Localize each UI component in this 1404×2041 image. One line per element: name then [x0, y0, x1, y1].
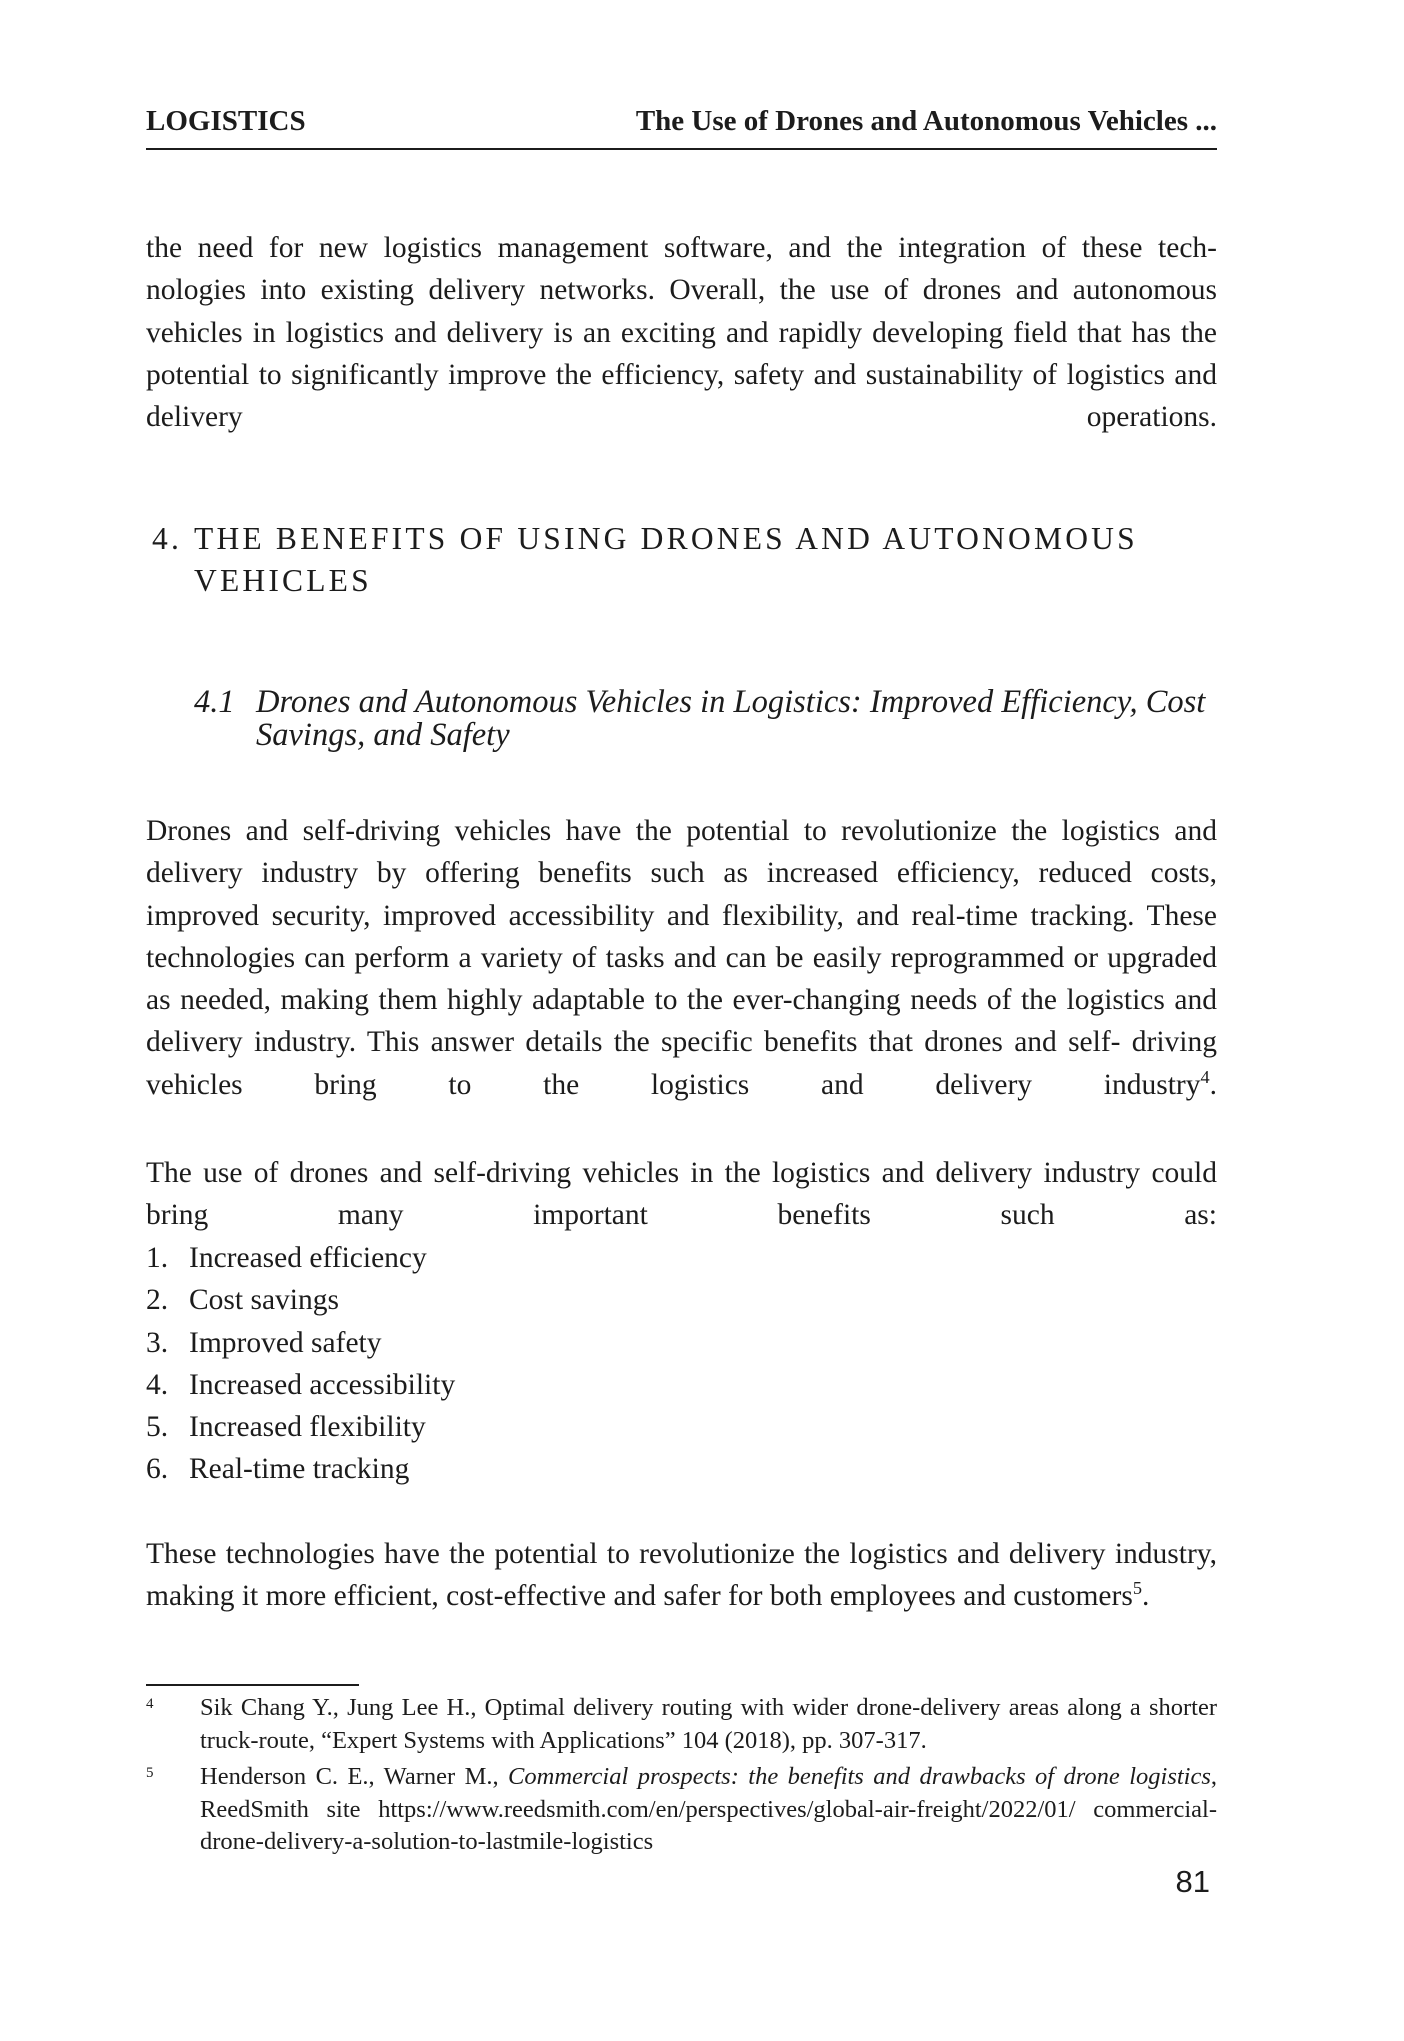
benefit-list [146, 1237, 1217, 1491]
running-header [146, 104, 1217, 139]
subsection-heading [194, 686, 1224, 752]
list-item-number: 5. [146, 1411, 169, 1444]
footnote-text: Sik Chang Y., Jung Lee H., Optimal delivery routing with wider drone-delivery areas along a shorter truck-route, “Expert Systems with Applications” 104 (2018), pp. 307-317. [200, 1694, 1217, 1754]
list-item-number: 6. [146, 1453, 169, 1486]
list-item-number: 4. [146, 1368, 169, 1401]
list-item-text: Increased flexibility [189, 1411, 426, 1444]
header-chapter-title: The Use of Drones and Autonomous Vehicles ... [635, 105, 1217, 137]
continuation-paragraph: the need for new logistics management software, and the integration of these tech-nologies into existing delivery networks. Overall, the use of drones and autonomous vehicles in logistics and delivery is an exciting and rapidly developing field that has the potential to significantly improve the efficiency, safety and sustainability of logistics and delivery operations. [146, 232, 1217, 434]
section-title: THE BENEFITS OF USING DRONES AND AUTONOMOUS VEHICLES [194, 521, 1138, 598]
footnote-ref-4[interactable]: 4 [1200, 1066, 1210, 1087]
list-item-number: 3. [146, 1326, 169, 1359]
closing-end: . [1141, 1580, 1150, 1613]
list-item [146, 1279, 1217, 1321]
footnote-title: Commercial prospects: the benefits and drawbacks of drone logistics [508, 1763, 1211, 1790]
footnote-authors: Henderson C. E., Warner M., [200, 1763, 509, 1790]
footnote-mark: 5 [146, 1765, 154, 1781]
footnote-text [200, 1761, 1217, 1859]
list-item [146, 1406, 1217, 1448]
section-number: 4. [152, 521, 183, 556]
list-item-text: Cost savings [189, 1284, 339, 1317]
section-heading [152, 518, 1217, 602]
footnote-mark: 4 [146, 1696, 154, 1712]
footnote-source: , ReedSmith site https://www.reedsmith.com/en/perspectives/global-air-freight/2022/01/ commercial-drone-delivery-a-solution-to-lastmile-logistics [200, 1763, 1217, 1855]
list-item [146, 1322, 1217, 1364]
list-item-text: Increased accessibility [189, 1368, 456, 1401]
header-rule [146, 148, 1217, 150]
book-page [146, 0, 1217, 2041]
closing-text: These technologies have the potential to revolutionize the logistics and delivery industry, making it more efficient, cost-effective and safer for both employees and customers [146, 1538, 1217, 1613]
list-item-text: Real-time tracking [189, 1453, 410, 1486]
subsection-number: 4.1 [194, 684, 235, 720]
list-item-number: 1. [146, 1242, 169, 1274]
subsection-title: Drones and Autonomous Vehicles in Logistics: Improved Efficiency, Cost Savings, and Safety [256, 684, 1206, 753]
list-item [146, 1448, 1217, 1490]
list-item-text: Improved safety [189, 1326, 382, 1359]
footnote-5 [146, 1761, 1217, 1859]
list-lead-paragraph: The use of drones and self-driving vehicles in the logistics and delivery industry could bring many important benefits such as: [146, 1157, 1217, 1232]
list-item [146, 1237, 1217, 1279]
intro-paragraph [146, 810, 1217, 1148]
page-number: 81 [1175, 1864, 1210, 1899]
intro-end: . [1209, 1068, 1217, 1101]
footnote-separator [146, 1684, 359, 1686]
closing-paragraph [146, 1533, 1217, 1618]
list-item-number: 2. [146, 1284, 169, 1317]
list-item [146, 1364, 1217, 1406]
intro-text: Drones and self-driving vehicles have the potential to revolutionize the logistics and delivery industry by offering benefits such as increased efficiency, reduced costs, improved security, improved accessibility and flexibility, and real-time tracking. These technologies can perform a variety of tasks and can be easily reprogrammed or upgraded as needed, making them highly adaptable to the ever-changing needs of the logistics and delivery industry. This answer details the specific benefits that drones and self- driving vehicles bring to the logistics and delivery industry [146, 815, 1217, 1101]
header-section-label: LOGISTICS [146, 105, 306, 137]
footnote-4 [146, 1692, 1217, 1757]
footnote-ref-5[interactable]: 5 [1132, 1578, 1142, 1599]
list-item-text: Increased efficiency [189, 1242, 427, 1274]
